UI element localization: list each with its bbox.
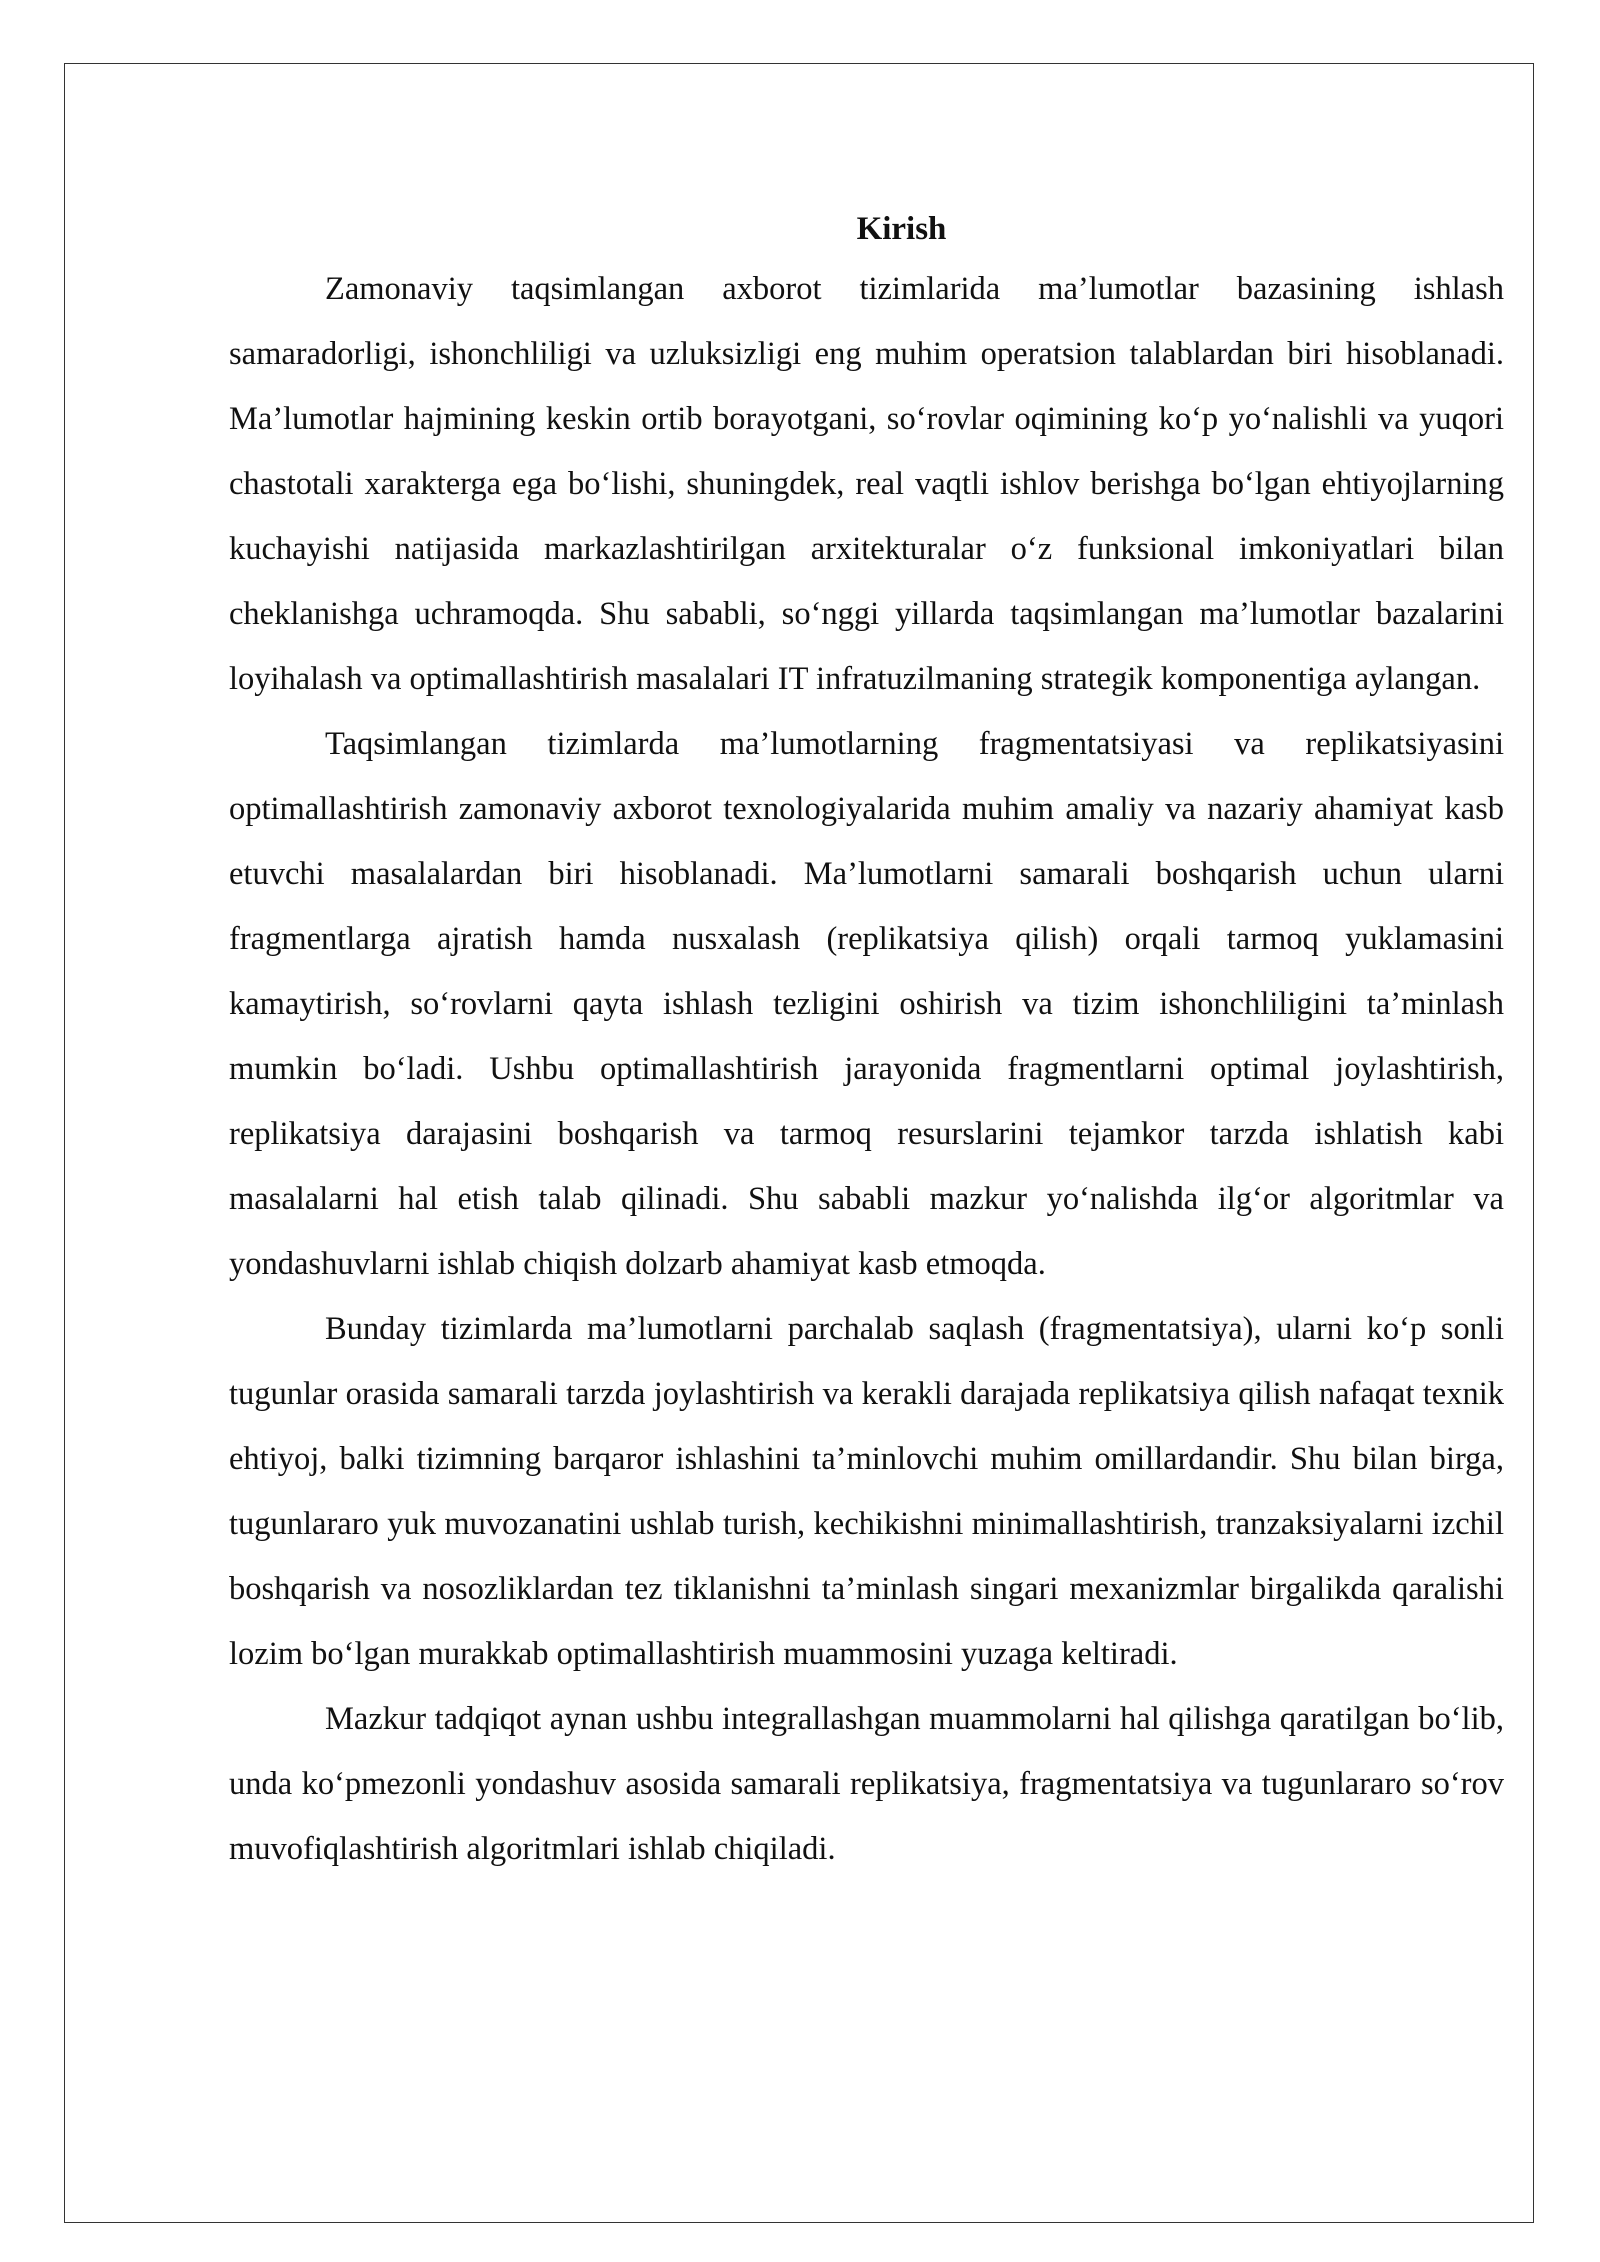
paragraph-4: Mazkur tadqiqot aynan ushbu integrallashgan muammolarni hal qilishga qaratilgan bo‘lib, unda ko‘pmezonli yondashuv asosida samarali replikatsiya, fragmentatsiya va tugunlararo so‘rov muvofiqlashtirish algoritmlari ishlab chiqiladi. — [229, 1701, 1504, 1867]
section-title: Kirish — [856, 211, 947, 247]
paragraph-2: Taqsimlangan tizimlarda ma’lumotlarning fragmentatsiyasi va replikatsiyasini optimallashtirish zamonaviy axborot texnologiyalarida muhim amaliy va nazariy ahamiyat kasb etuvchi masalalardan biri hisoblanadi. Ma’lumotlarni samarali boshqarish uchun ularni fragmentlarga ajratish hamda nusxalash (replikatsiya qilish) orqali tarmoq yuklamasini kamaytirish, so‘rovlarni qayta ishlash tezligini oshirish va tizim ishonchliligini ta’minlash mumkin bo‘ladi. Ushbu optimallashtirish jarayonida fragmentlarni optimal joylashtirish, replikatsiya darajasini boshqarish va tarmoq resurslarini tejamkor tarzda ishlatish kabi masalalarni hal etish talab qilinadi. Shu sababli mazkur yo‘nalishda ilg‘or algoritmlar va yondashuvlarni ishlab chiqish dolzarb ahamiyat kasb etmoqda. — [229, 726, 1504, 1282]
document-body — [229, 201, 1504, 1882]
paragraph-1: Zamonaviy taqsimlangan axborot tizimlarida ma’lumotlar bazasining ishlash samaradorligi, ishonchliligi va uzluksizligi eng muhim operatsion talablardan biri hisoblanadi. Ma’lumotlar hajmining keskin ortib borayotgani, so‘rovlar oqimining ko‘p yo‘nalishli va yuqori chastotali xarakterga ega bo‘lishi, shuningdek, real vaqtli ishlov berishga bo‘lgan ehtiyojlarning kuchayishi natijasida markazlashtirilgan arxitekturalar o‘z funksional imkoniyatlari bilan cheklanishga uchramoqda. Shu sababli, so‘nggi yillarda taqsimlangan ma’lumotlar bazalarini loyihalash va optimallashtirish masalalari IT infratuzilmaning strategik komponentiga aylangan. — [229, 271, 1504, 697]
paragraph-3: Bunday tizimlarda ma’lumotlarni parchalab saqlash (fragmentatsiya), ularni ko‘p sonli tugunlar orasida samarali tarzda joylashtirish va kerakli darajada replikatsiya qilish nafaqat texnik ehtiyoj, balki tizimning barqaror ishlashini ta’minlovchi muhim omillardandir. Shu bilan birga, tugunlararo yuk muvozanatini ushlab turish, kechikishni minimallashtirish, tranzaksiyalarni izchil boshqarish va nosozliklardan tez tiklanishni ta’minlash singari mexanizmlar birgalikda qaralishi lozim bo‘lgan murakkab optimallashtirish muammosini yuzaga keltiradi. — [229, 1311, 1504, 1672]
